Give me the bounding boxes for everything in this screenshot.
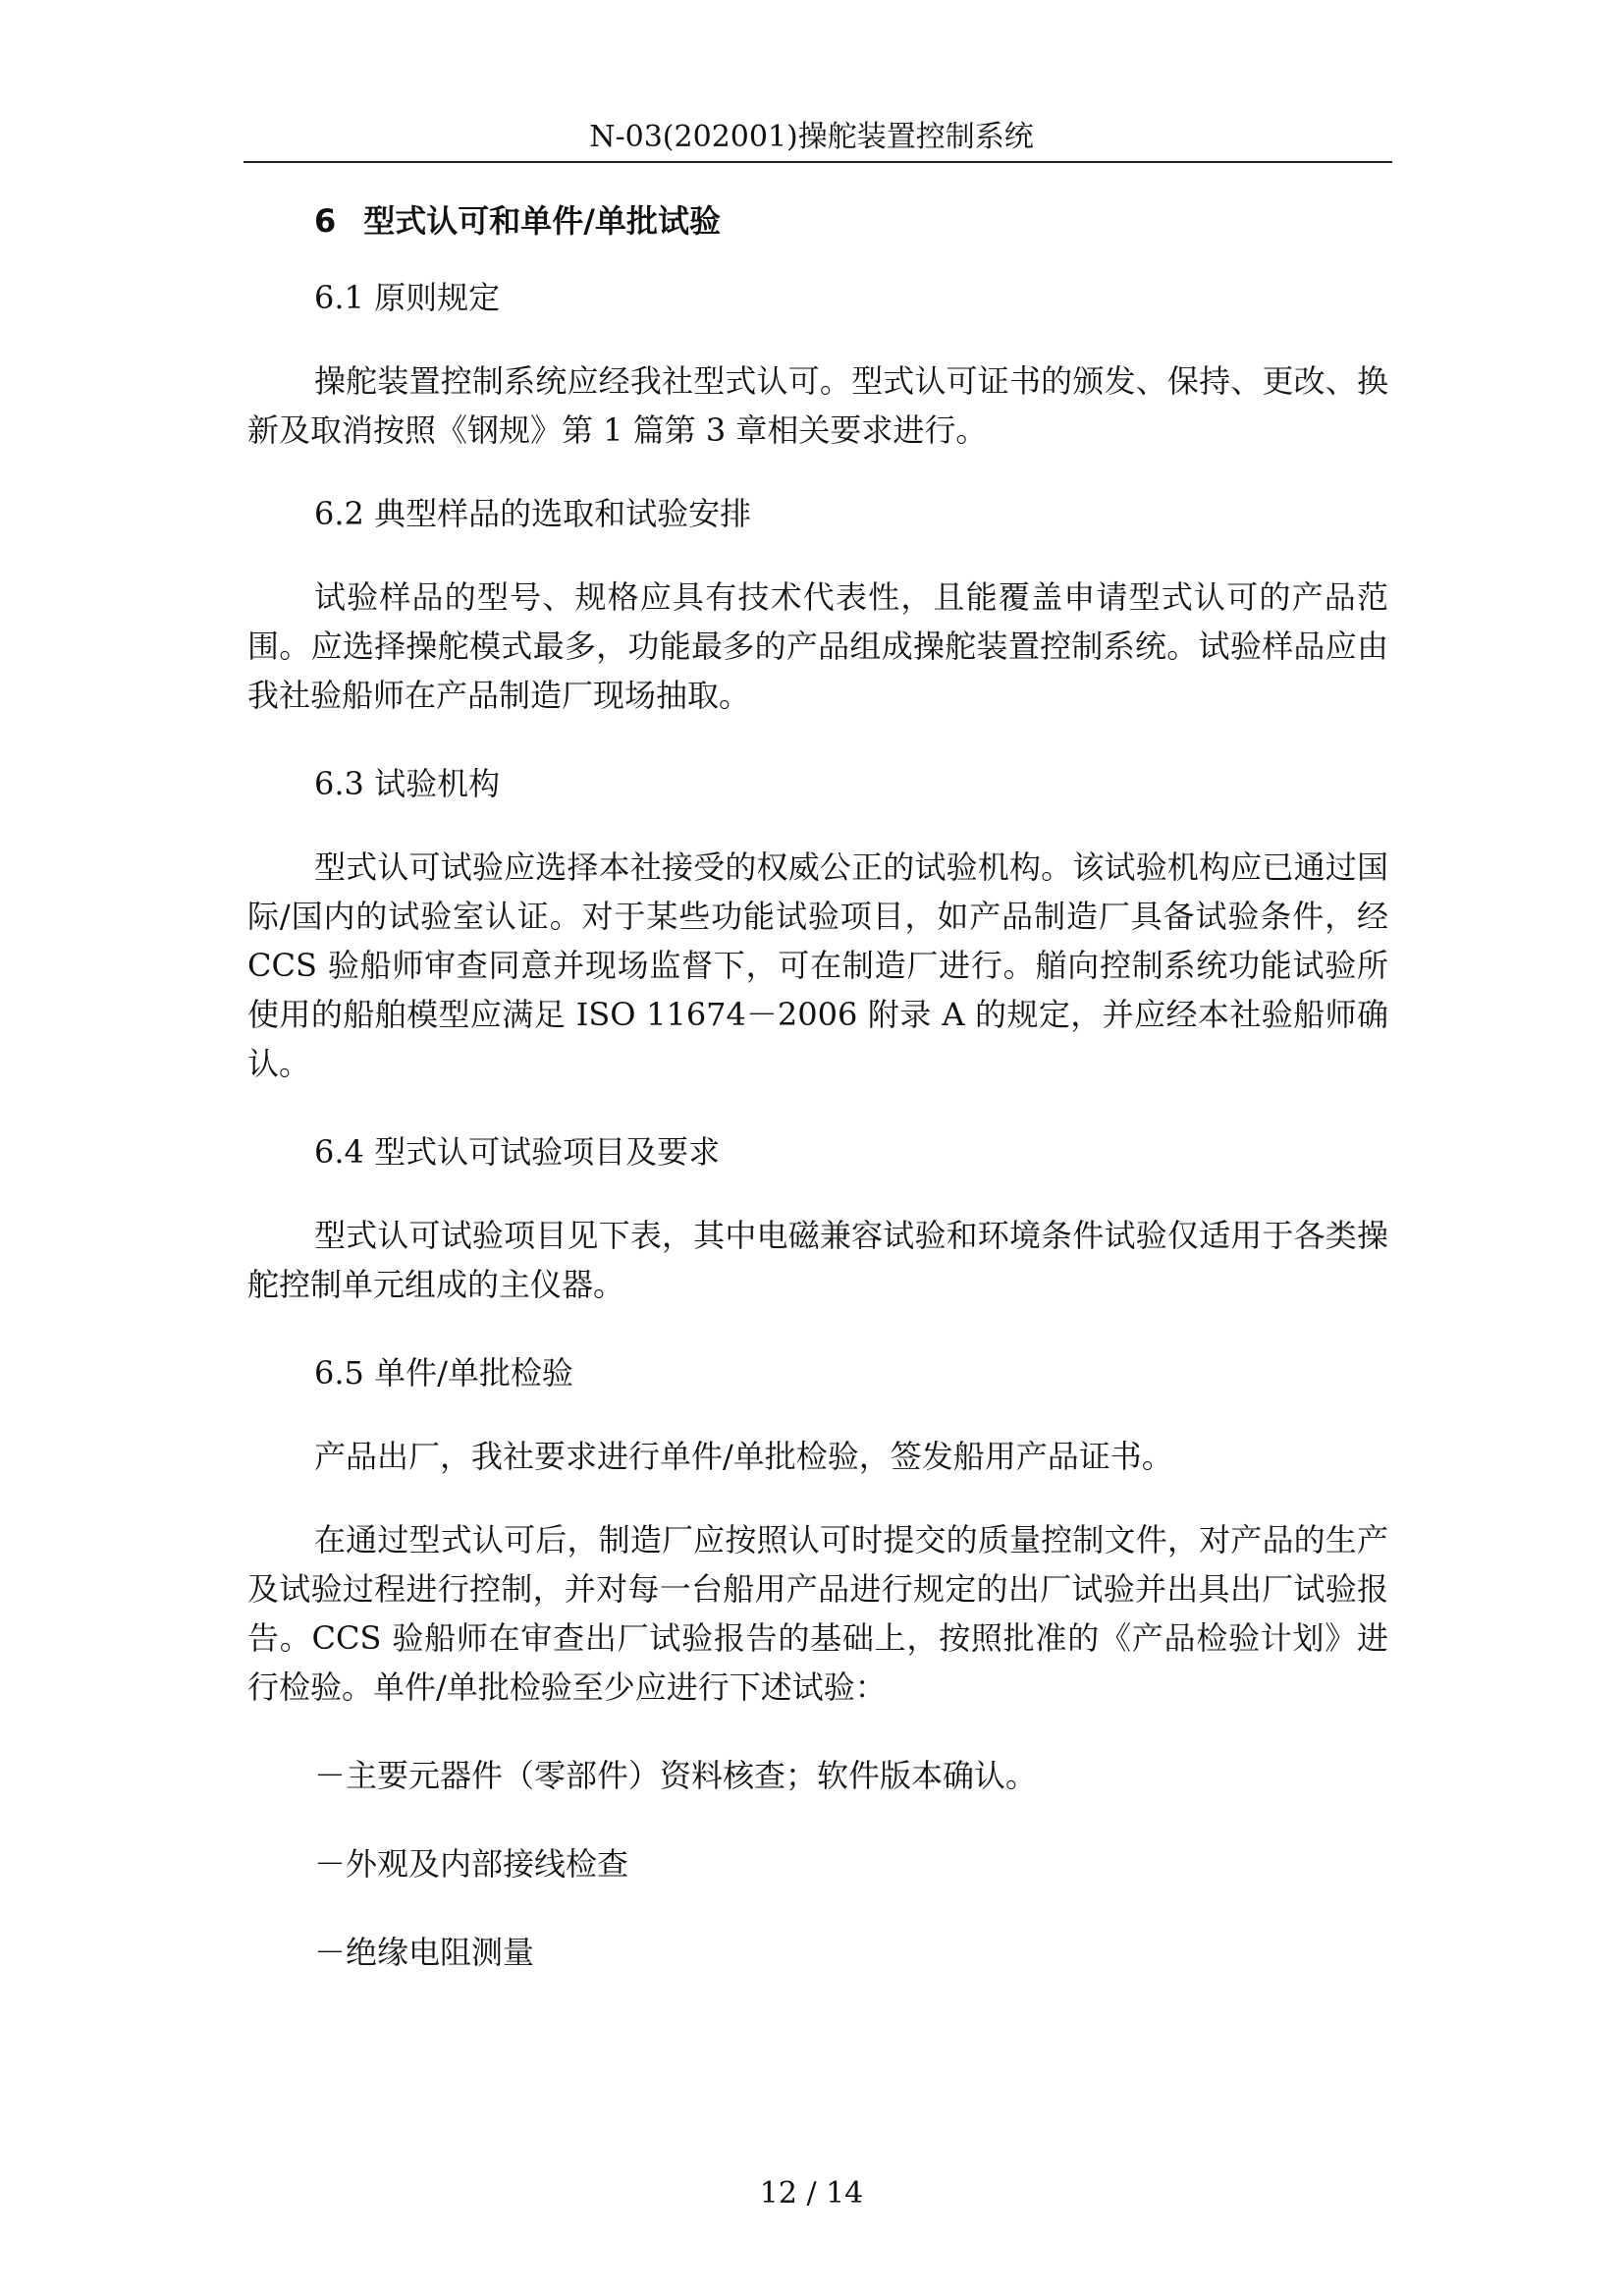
header-divider xyxy=(243,161,1392,163)
paragraph-6-1: 操舵装置控制系统应经我社型式认可。型式认可证书的颁发、保持、更改、换新及取消按照《钢规》第 1 篇第 3 章相关要求进行。 xyxy=(247,362,1388,449)
running-header: N-03(202001)操舵装置控制系统 xyxy=(589,120,1034,154)
paragraph-6-4: 型式认可试验项目见下表，其中电磁兼容试验和环境条件试验仅适用于各类操舵控制单元组成的主仪器。 xyxy=(247,1217,1388,1303)
paragraph-6-5-b: 在通过型式认可后，制造厂应按照认可时提交的质量控制文件，对产品的生产及试验过程进行控制，并对每一台船用产品进行规定的出厂试验并出具出厂试验报告。CCS 验船师在审查出厂试验报告的基础上，按照批准的《产品检验计划》进行检验。单件/单批检验至少应进行下述试验： xyxy=(247,1521,1388,1706)
subsection-heading-6-5: 6.5 单件/单批检验 xyxy=(314,1354,573,1392)
paragraph-6-3: 型式认可试验应选择本社接受的权威公正的试验机构。该试验机构应已通过国际/国内的试验室认证。对于某些功能试验项目，如产品制造厂具备试验条件，经 CCS 验船师审查同意并现场监督下，可在制造厂进行。艏向控制系统功能试验所使用的船舶模型应满足 ISO 11674－2006 附录 A 的规定，并应经本社验船师确认。 xyxy=(247,848,1388,1082)
subsection-heading-6-2: 6.2 典型样品的选取和试验安排 xyxy=(314,495,752,532)
section-title: 型式认可和单件/单批试验 xyxy=(363,202,721,240)
paragraph-6-2: 试验样品的型号、规格应具有技术代表性，且能覆盖申请型式认可的产品范围。应选择操舵模式最多，功能最多的产品组成操舵装置控制系统。试验样品应由我社验船师在产品制造厂现场抽取。 xyxy=(247,578,1388,714)
list-item: －绝缘电阻测量 xyxy=(314,1934,535,1971)
list-item: －外观及内部接线检查 xyxy=(314,1845,629,1883)
paragraph-6-5-a: 产品出厂，我社要求进行单件/单批检验，签发船用产品证书。 xyxy=(314,1438,1173,1475)
page-number: 12 / 14 xyxy=(759,2176,864,2211)
subsection-heading-6-3: 6.3 试验机构 xyxy=(314,765,501,802)
document-body xyxy=(247,196,1388,1977)
subsection-heading-6-4: 6.4 型式认可试验项目及要求 xyxy=(314,1133,721,1171)
section-number: 6 xyxy=(314,202,337,240)
section-heading xyxy=(247,196,1388,246)
list-item: －主要元器件（零部件）资料核查；软件版本确认。 xyxy=(314,1757,1038,1794)
subsection-heading-6-1: 6.1 原则规定 xyxy=(314,279,501,316)
